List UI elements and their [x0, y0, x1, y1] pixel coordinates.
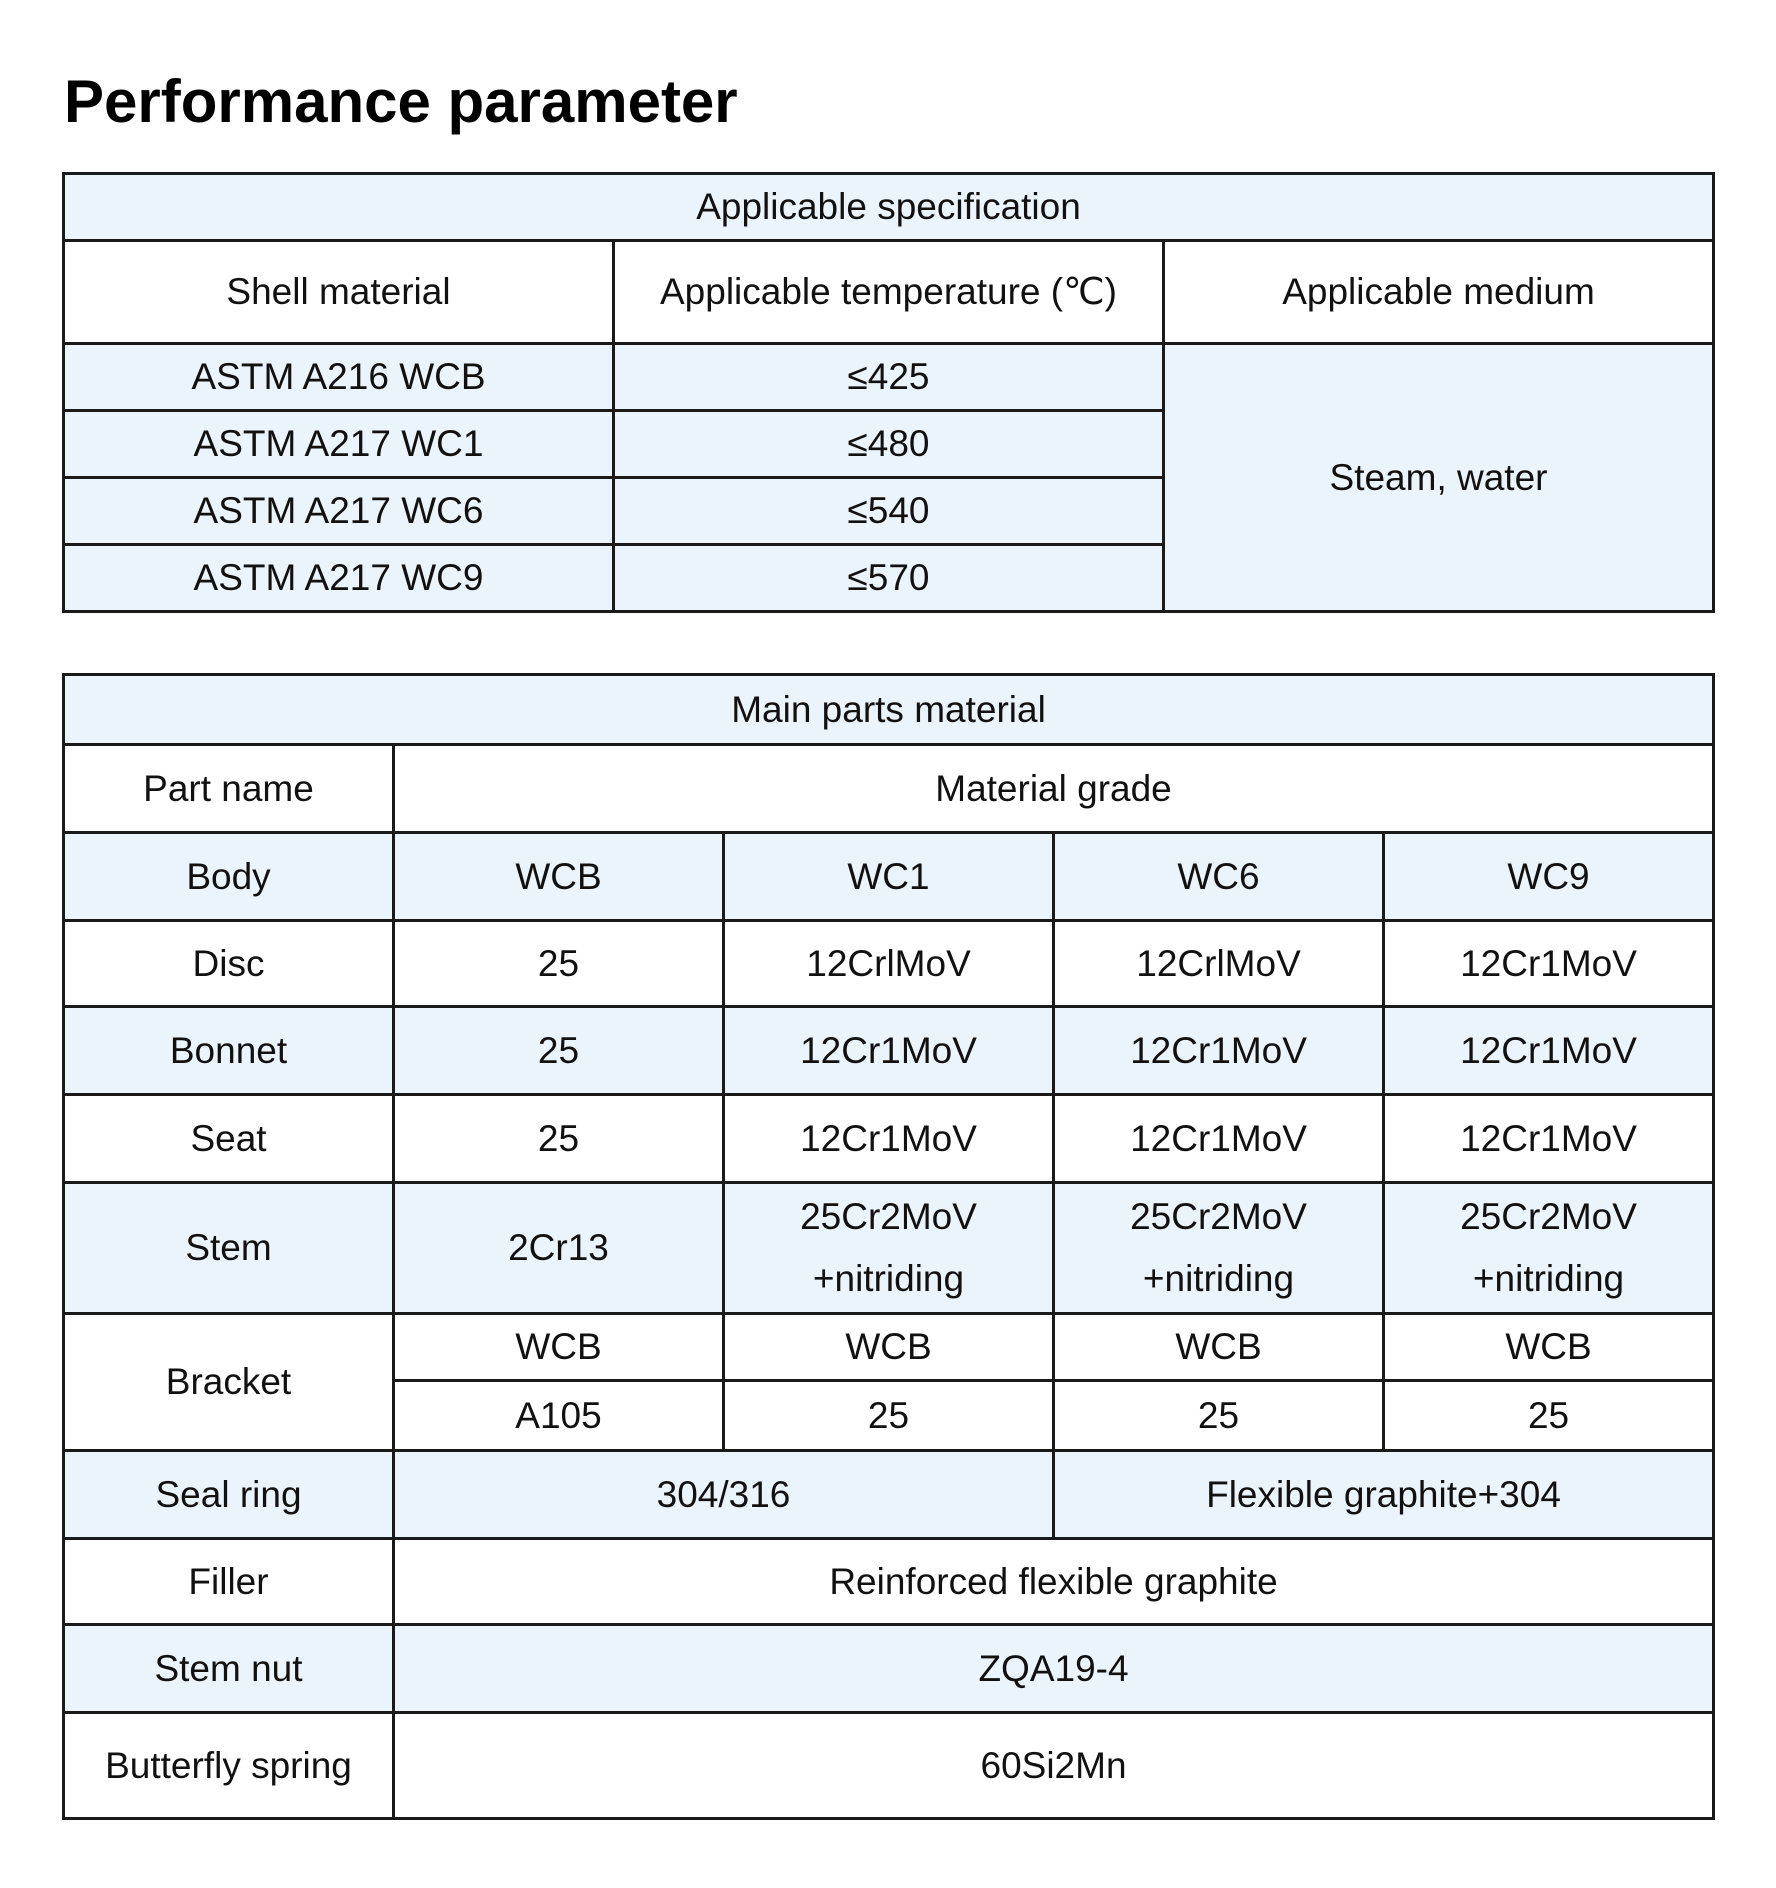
- grade-cell: 12Cr1MoV: [724, 1095, 1054, 1183]
- grade-cell: ZQA19-4: [394, 1625, 1714, 1713]
- grade-cell: [394, 1183, 724, 1314]
- grade-cell: 12CrlMoV: [724, 921, 1054, 1007]
- spec-material-cell: ASTM A217 WC6: [64, 478, 614, 545]
- grade-cell: 12Cr1MoV: [1054, 1095, 1384, 1183]
- grade-cell: WCB: [1384, 1314, 1714, 1381]
- grade-cell: [724, 1183, 1054, 1314]
- grade-cell: 12CrlMoV: [1054, 921, 1384, 1007]
- grade-cell: 25: [1384, 1381, 1714, 1451]
- grade-cell: 304/316: [394, 1451, 1054, 1539]
- part-name-bonnet: Bonnet: [64, 1007, 394, 1095]
- grade-line: 25Cr2MoV: [1460, 1196, 1637, 1237]
- page-title: Performance parameter: [64, 68, 738, 135]
- grade-cell: 12Cr1MoV: [1384, 921, 1714, 1007]
- part-name-stem-nut: Stem nut: [64, 1625, 394, 1713]
- part-name-filler: Filler: [64, 1539, 394, 1625]
- grade-line: 2Cr13: [508, 1227, 609, 1268]
- part-name-seat: Seat: [64, 1095, 394, 1183]
- part-name-seal-ring: Seal ring: [64, 1451, 394, 1539]
- header-material-grade: Material grade: [394, 745, 1714, 833]
- grade-cell: WCB: [394, 833, 724, 921]
- grade-cell: 12Cr1MoV: [1384, 1007, 1714, 1095]
- grade-cell: 12Cr1MoV: [1054, 1007, 1384, 1095]
- grade-cell: 25: [394, 921, 724, 1007]
- part-name-bracket: Bracket: [64, 1314, 394, 1451]
- grade-cell: WC1: [724, 833, 1054, 921]
- header-shell-material: Shell material: [64, 241, 614, 344]
- grade-cell: 25: [394, 1095, 724, 1183]
- grade-cell: 12Cr1MoV: [724, 1007, 1054, 1095]
- grade-cell: WCB: [394, 1314, 724, 1381]
- grade-cell: 25: [1054, 1381, 1384, 1451]
- main-parts-material-table: [62, 673, 1715, 1820]
- part-name-butterfly-spring: Butterfly spring: [64, 1713, 394, 1819]
- grade-line: +nitriding: [1142, 1258, 1295, 1299]
- spec-caption: Applicable specification: [64, 174, 1714, 241]
- grade-cell: Reinforced flexible graphite: [394, 1539, 1714, 1625]
- header-applicable-temperature: Applicable temperature (℃): [614, 241, 1164, 344]
- grade-cell: WC9: [1384, 833, 1714, 921]
- grade-cell: WCB: [1054, 1314, 1384, 1381]
- spec-temperature-cell: ≤540: [614, 478, 1164, 545]
- grade-cell: 25: [724, 1381, 1054, 1451]
- spec-temperature-cell: ≤480: [614, 411, 1164, 478]
- header-applicable-medium: Applicable medium: [1164, 241, 1714, 344]
- grade-line: +nitriding: [812, 1258, 965, 1299]
- part-name-stem: Stem: [64, 1183, 394, 1314]
- grade-cell: WCB: [724, 1314, 1054, 1381]
- grade-cell: A105: [394, 1381, 724, 1451]
- grade-cell: Flexible graphite+304: [1054, 1451, 1714, 1539]
- grade-cell: 25: [394, 1007, 724, 1095]
- spec-material-cell: ASTM A217 WC9: [64, 545, 614, 612]
- grade-cell: 12Cr1MoV: [1384, 1095, 1714, 1183]
- grade-line: 25Cr2MoV: [800, 1196, 977, 1237]
- parts-caption: Main parts material: [64, 675, 1714, 745]
- grade-cell: 60Si2Mn: [394, 1713, 1714, 1819]
- spec-temperature-cell: ≤425: [614, 344, 1164, 411]
- spec-medium-cell: Steam, water: [1164, 344, 1714, 612]
- part-name-disc: Disc: [64, 921, 394, 1007]
- grade-cell: [1384, 1183, 1714, 1314]
- grade-cell: WC6: [1054, 833, 1384, 921]
- header-part-name: Part name: [64, 745, 394, 833]
- spec-material-cell: ASTM A216 WCB: [64, 344, 614, 411]
- spec-material-cell: ASTM A217 WC1: [64, 411, 614, 478]
- part-name-body: Body: [64, 833, 394, 921]
- applicable-specification-table: [62, 172, 1715, 613]
- grade-line: 25Cr2MoV: [1130, 1196, 1307, 1237]
- grade-line: +nitriding: [1472, 1258, 1625, 1299]
- grade-cell: [1054, 1183, 1384, 1314]
- spec-temperature-cell: ≤570: [614, 545, 1164, 612]
